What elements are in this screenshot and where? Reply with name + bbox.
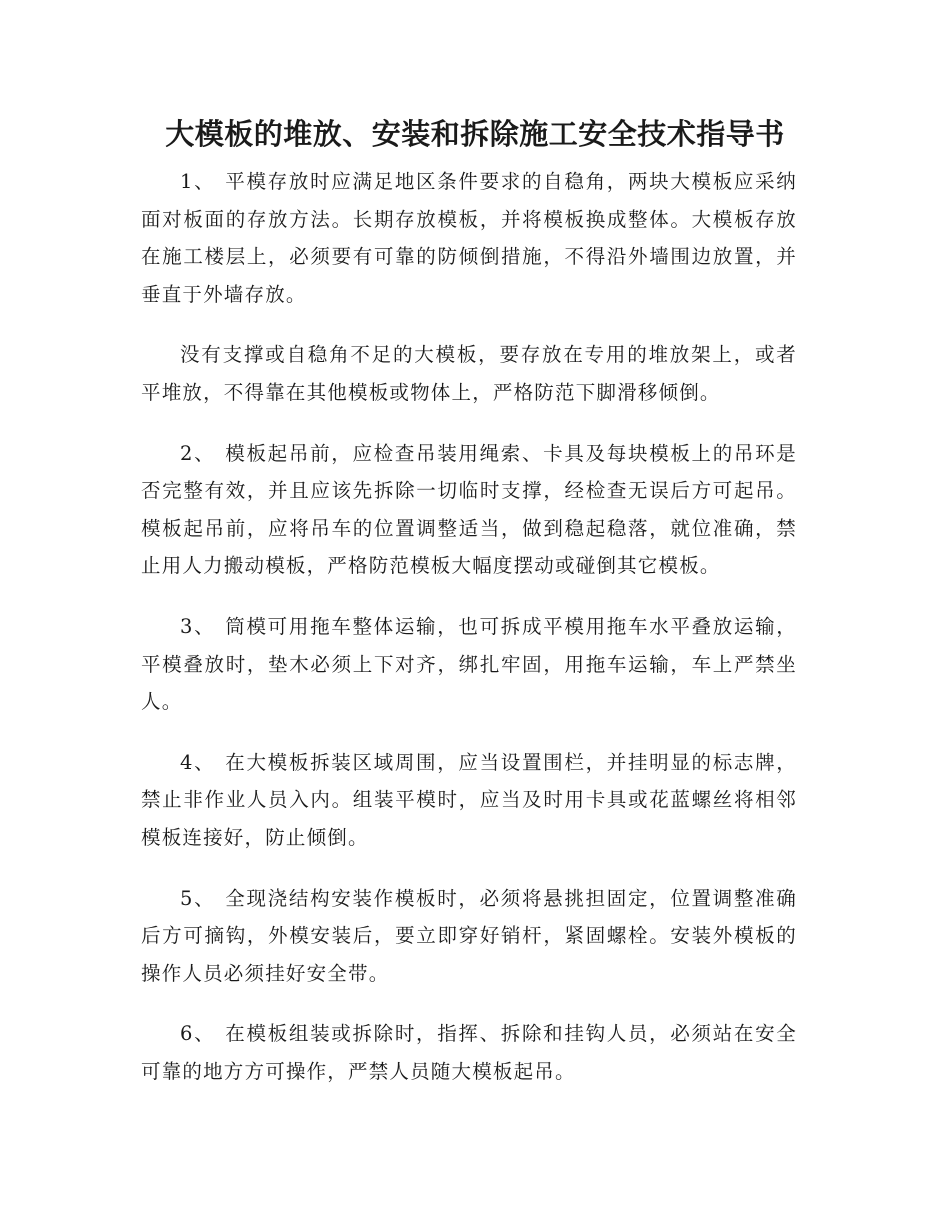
- paragraph-text: 筒模可用拖车整体运输，也可拆成平模用拖车水平叠放运输，平模叠放时，垫木必须上下对齐，绑扎牢固，用拖车运输，车上严禁坐人。: [141, 614, 797, 714]
- paragraph-text: 模板起吊前，应检查吊装用绳索、卡具及每块模板上的吊环是否完整有效，并且应该先拆除一切临时支撑，经检查无误后方可起吊。模板起吊前，应将吊车的位置调整适当，做到稳起稳落，就位准确，禁止用人力搬动模板，严格防范模板大幅度摆动或碰倒其它模板。: [141, 441, 797, 578]
- paragraph-2: [141, 435, 797, 585]
- paragraph-6: [141, 1015, 797, 1090]
- paragraph-5: [141, 880, 797, 993]
- paragraph-3: [141, 608, 797, 721]
- paragraph-1-continued: [141, 336, 797, 411]
- paragraph-text: 在模板组装或拆除时，指挥、拆除和挂钩人员，必须站在安全可靠的地方方可操作，严禁人员随大模板起吊。: [141, 1022, 797, 1083]
- paragraph-number: 2、: [180, 441, 216, 465]
- document-title: 大模板的堆放、安装和拆除施工安全技术指导书: [165, 117, 785, 151]
- paragraph-number: 6、: [180, 1022, 216, 1046]
- paragraph-text: 平模存放时应满足地区条件要求的自稳角，两块大模板应采纳面对板面的存放方法。长期存放模板，并将模板换成整体。大模板存放在施工楼层上，必须要有可靠的防倾倒措施，不得沿外墙围边放置，并垂直于外墙存放。: [141, 170, 797, 306]
- paragraph-4: [141, 744, 797, 857]
- paragraph-number: 5、: [180, 886, 216, 910]
- paragraph-text: 在大模板拆装区域周围，应当设置围栏，并挂明显的标志牌，禁止非作业人员入内。组装平模时，应当及时用卡具或花蓝螺丝将相邻模板连接好，防止倾倒。: [141, 750, 797, 849]
- paragraph-text: 没有支撑或自稳角不足的大模板，要存放在专用的堆放架上，或者平堆放，不得靠在其他模板或物体上，严格防范下脚滑移倾倒。: [141, 343, 797, 404]
- paragraph-number: 4、: [180, 750, 216, 774]
- paragraph-number: 1、: [180, 170, 216, 193]
- paragraph-1: [141, 163, 797, 313]
- paragraph-number: 3、: [180, 614, 216, 638]
- document-body: [141, 163, 797, 1113]
- paragraph-text: 全现浇结构安装作模板时，必须将悬挑担固定，位置调整准确后方可摘钩，外模安装后，要立即穿好销杆，紧固螺栓。安装外模板的操作人员必须挂好安全带。: [141, 886, 797, 985]
